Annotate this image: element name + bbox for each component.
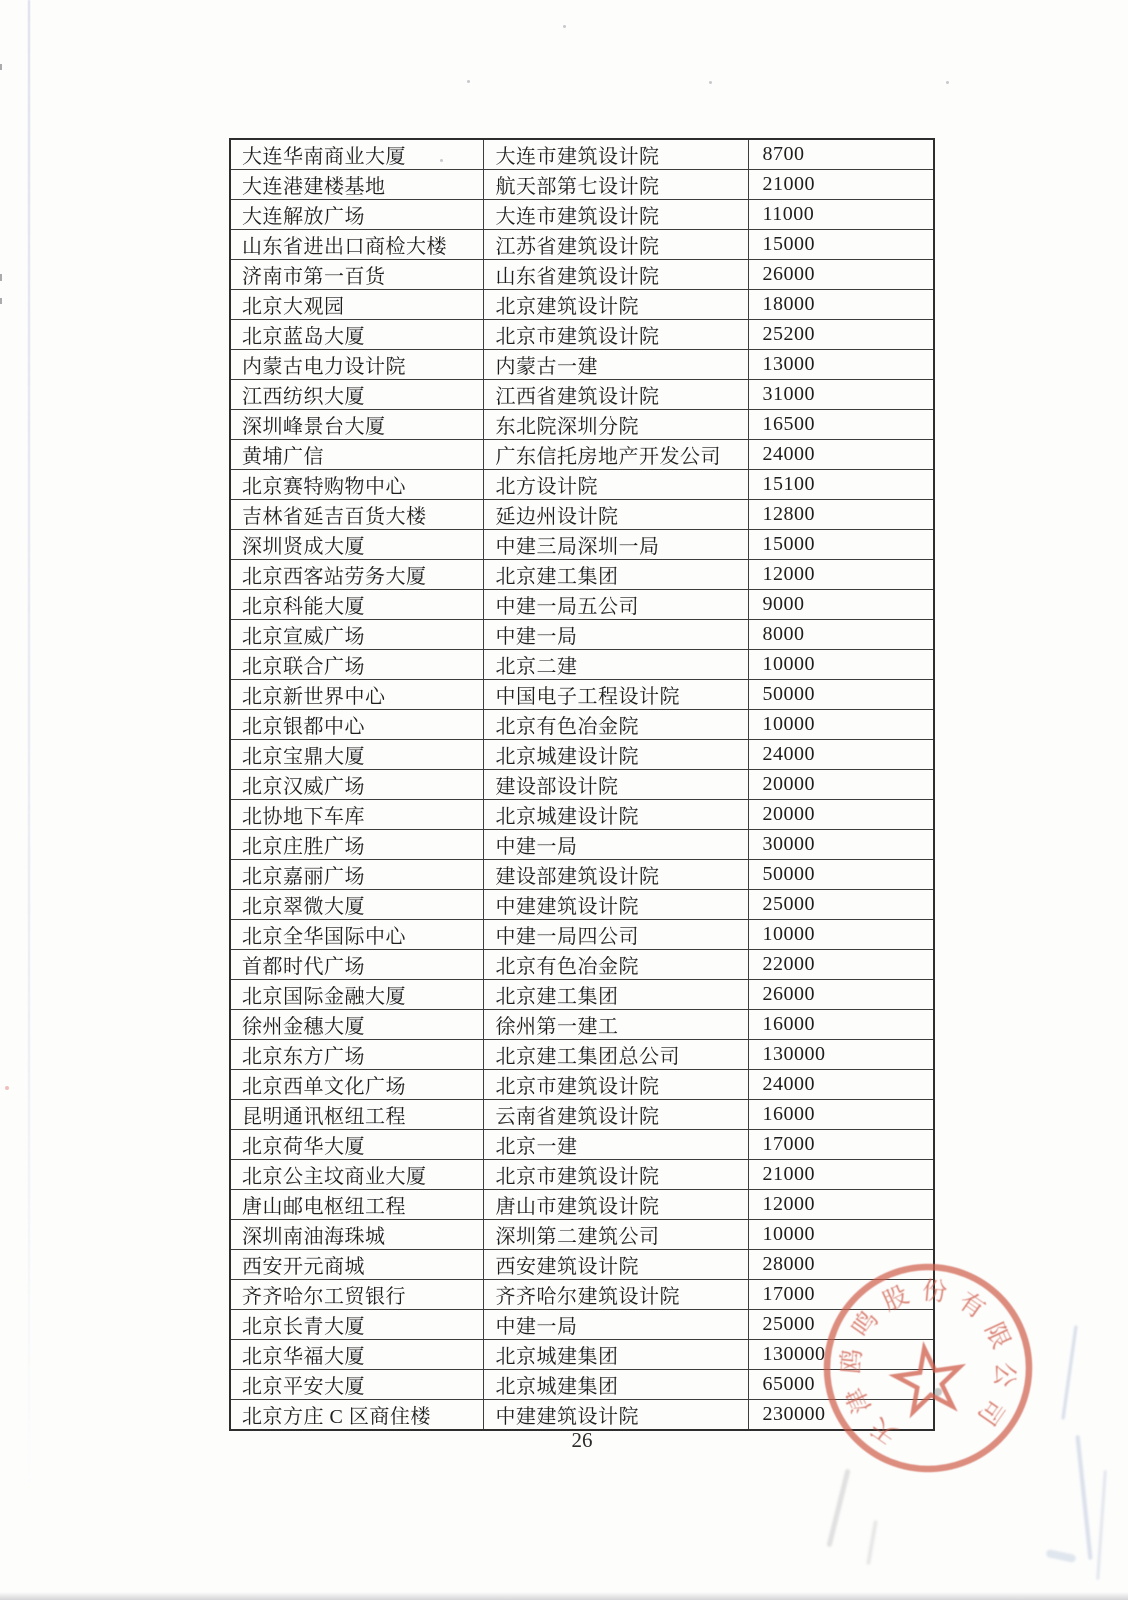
design-institute-cell: 北京市建筑设计院 <box>483 320 748 350</box>
area-cell: 16000 <box>748 1010 934 1040</box>
design-institute-cell: 中国电子工程设计院 <box>483 680 748 710</box>
table-row <box>230 410 934 440</box>
seal-char: 天 <box>866 1412 903 1449</box>
project-name-cell: 唐山邮电枢纽工程 <box>230 1190 483 1220</box>
project-name-cell: 北京西客站劳务大厦 <box>230 560 483 590</box>
project-name-cell: 北京大观园 <box>230 290 483 320</box>
table-row <box>230 740 934 770</box>
area-cell: 15000 <box>748 230 934 260</box>
table-row <box>230 980 934 1010</box>
design-institute-cell: 中建一局 <box>483 620 748 650</box>
pink-speck <box>5 1086 9 1090</box>
area-cell: 10000 <box>748 710 934 740</box>
project-name-cell: 北京宝鼎大厦 <box>230 740 483 770</box>
table-row <box>230 440 934 470</box>
design-institute-cell: 内蒙古一建 <box>483 350 748 380</box>
area-cell: 50000 <box>748 860 934 890</box>
table-row <box>230 860 934 890</box>
design-institute-cell: 云南省建筑设计院 <box>483 1100 748 1130</box>
design-institute-cell: 北京城建集团 <box>483 1370 748 1400</box>
area-cell: 24000 <box>748 1070 934 1100</box>
area-cell: 11000 <box>748 200 934 230</box>
area-cell: 21000 <box>748 170 934 200</box>
table-row <box>230 950 934 980</box>
dust-speck <box>709 81 712 84</box>
area-cell: 30000 <box>748 830 934 860</box>
area-cell: 18000 <box>748 290 934 320</box>
area-cell: 25200 <box>748 320 934 350</box>
design-institute-cell: 北京一建 <box>483 1130 748 1160</box>
table-row <box>230 1130 934 1160</box>
area-cell: 8000 <box>748 620 934 650</box>
pencil-smudge <box>1045 1549 1076 1563</box>
dust-speck <box>946 81 949 84</box>
table-row <box>230 290 934 320</box>
design-institute-cell: 北京建工集团 <box>483 560 748 590</box>
area-cell: 15100 <box>748 470 934 500</box>
project-name-cell: 北协地下车库 <box>230 800 483 830</box>
table-row <box>230 680 934 710</box>
table-row <box>230 590 934 620</box>
table-row <box>230 560 934 590</box>
project-name-cell: 北京新世界中心 <box>230 680 483 710</box>
project-name-cell: 昆明通讯枢纽工程 <box>230 1100 483 1130</box>
design-institute-cell: 北京市建筑设计院 <box>483 1160 748 1190</box>
project-name-cell: 深圳南油海珠城 <box>230 1220 483 1250</box>
design-institute-cell: 中建建筑设计院 <box>483 1400 748 1431</box>
design-institute-cell: 北京建工集团总公司 <box>483 1040 748 1070</box>
design-institute-cell: 北京城建设计院 <box>483 800 748 830</box>
table-row <box>230 650 934 680</box>
table-row <box>230 1100 934 1130</box>
area-cell: 15000 <box>748 530 934 560</box>
project-name-cell: 北京嘉丽广场 <box>230 860 483 890</box>
project-name-cell: 北京荷华大厦 <box>230 1130 483 1160</box>
project-name-cell: 首都时代广场 <box>230 950 483 980</box>
seal-char: 鸣 <box>847 1306 884 1343</box>
area-cell: 65000 <box>748 1370 934 1400</box>
project-name-cell: 吉林省延吉百货大楼 <box>230 500 483 530</box>
project-name-cell: 北京宣威广场 <box>230 620 483 650</box>
project-name-cell: 北京蓝岛大厦 <box>230 320 483 350</box>
project-name-cell: 北京银都中心 <box>230 710 483 740</box>
design-institute-cell: 中建一局五公司 <box>483 590 748 620</box>
table-row <box>230 1070 934 1100</box>
project-name-cell: 江西纺织大厦 <box>230 380 483 410</box>
scan-edge-mark <box>0 64 2 70</box>
project-name-cell: 北京汉威广场 <box>230 770 483 800</box>
table-row <box>230 800 934 830</box>
design-institute-cell: 东北院深圳分院 <box>483 410 748 440</box>
project-name-cell: 黄埔广信 <box>230 440 483 470</box>
project-name-cell: 北京长青大厦 <box>230 1310 483 1340</box>
area-cell: 130000 <box>748 1040 934 1070</box>
scan-edge-mark <box>0 298 2 304</box>
project-name-cell: 北京方庄 C 区商住楼 <box>230 1400 483 1431</box>
project-name-cell: 北京华福大厦 <box>230 1340 483 1370</box>
area-cell: 31000 <box>748 380 934 410</box>
design-institute-cell: 齐齐哈尔建筑设计院 <box>483 1280 748 1310</box>
scan-fold-line-artifact <box>28 0 30 1492</box>
project-name-cell: 深圳峰景台大厦 <box>230 410 483 440</box>
project-name-cell: 北京庄胜广场 <box>230 830 483 860</box>
seal-char: 份 <box>920 1277 949 1307</box>
table-row <box>230 380 934 410</box>
area-cell: 13000 <box>748 350 934 380</box>
design-institute-cell: 航天部第七设计院 <box>483 170 748 200</box>
area-cell: 28000 <box>748 1250 934 1280</box>
design-institute-cell: 北京有色冶金院 <box>483 950 748 980</box>
table-row <box>230 350 934 380</box>
design-institute-cell: 山东省建筑设计院 <box>483 260 748 290</box>
seal-char: 津 <box>841 1383 877 1418</box>
table-row <box>230 890 934 920</box>
design-institute-cell: 北京城建设计院 <box>483 740 748 770</box>
scan-edge-shadow <box>0 1592 1128 1600</box>
dust-speck <box>563 25 566 28</box>
area-cell: 10000 <box>748 650 934 680</box>
project-name-cell: 北京西单文化广场 <box>230 1070 483 1100</box>
table-row <box>230 230 934 260</box>
table-row <box>230 830 934 860</box>
area-cell: 8700 <box>748 139 934 170</box>
area-cell: 26000 <box>748 260 934 290</box>
table-row <box>230 170 934 200</box>
area-cell: 9000 <box>748 590 934 620</box>
pencil-smudge <box>1096 1470 1107 1580</box>
table-row <box>230 1010 934 1040</box>
project-name-cell: 北京全华国际中心 <box>230 920 483 950</box>
table-row <box>230 260 934 290</box>
design-institute-cell: 北京城建集团 <box>483 1340 748 1370</box>
area-cell: 130000 <box>748 1340 934 1370</box>
project-name-cell: 内蒙古电力设计院 <box>230 350 483 380</box>
design-institute-cell: 北方设计院 <box>483 470 748 500</box>
project-name-cell: 北京国际金融大厦 <box>230 980 483 1010</box>
design-institute-cell: 深圳第二建筑公司 <box>483 1220 748 1250</box>
project-name-cell: 深圳贤成大厦 <box>230 530 483 560</box>
area-cell: 12000 <box>748 560 934 590</box>
seal-char: 股 <box>878 1281 913 1317</box>
area-cell: 12800 <box>748 500 934 530</box>
design-institute-cell: 大连市建筑设计院 <box>483 139 748 170</box>
table-row <box>230 139 934 170</box>
table-row <box>230 920 934 950</box>
design-institute-cell: 中建三局深圳一局 <box>483 530 748 560</box>
area-cell: 24000 <box>748 740 934 770</box>
table-row <box>230 1160 934 1190</box>
design-institute-cell: 大连市建筑设计院 <box>483 200 748 230</box>
project-name-cell: 北京赛特购物中心 <box>230 470 483 500</box>
project-name-cell: 北京翠微大厦 <box>230 890 483 920</box>
seal-char: 司 <box>972 1393 1009 1430</box>
area-cell: 17000 <box>748 1280 934 1310</box>
table-row <box>230 1040 934 1070</box>
area-cell: 230000 <box>748 1400 934 1431</box>
design-institute-cell: 中建建筑设计院 <box>483 890 748 920</box>
scan-edge-mark <box>0 274 2 281</box>
area-cell: 25000 <box>748 890 934 920</box>
area-cell: 20000 <box>748 770 934 800</box>
design-institute-cell: 广东信托房地产开发公司 <box>483 440 748 470</box>
table-row <box>230 320 934 350</box>
design-institute-cell: 江西省建筑设计院 <box>483 380 748 410</box>
seal-star-icon <box>892 1344 965 1414</box>
dust-speck <box>934 1388 942 1396</box>
design-institute-cell: 建设部建筑设计院 <box>483 860 748 890</box>
table-row <box>230 710 934 740</box>
area-cell: 50000 <box>748 680 934 710</box>
design-institute-cell: 西安建筑设计院 <box>483 1250 748 1280</box>
design-institute-cell: 中建一局 <box>483 1310 748 1340</box>
area-cell: 17000 <box>748 1130 934 1160</box>
project-name-cell: 济南市第一百货 <box>230 260 483 290</box>
design-institute-cell: 中建一局 <box>483 830 748 860</box>
design-institute-cell: 北京有色冶金院 <box>483 710 748 740</box>
table-row <box>230 770 934 800</box>
project-name-cell: 大连港建楼基地 <box>230 170 483 200</box>
area-cell: 12000 <box>748 1190 934 1220</box>
seal-char: 公 <box>989 1360 1019 1389</box>
project-name-cell: 山东省进出口商检大楼 <box>230 230 483 260</box>
table-row <box>230 500 934 530</box>
project-name-cell: 徐州金穗大厦 <box>230 1010 483 1040</box>
company-seal-stamp <box>788 1228 1068 1508</box>
project-name-cell: 北京东方广场 <box>230 1040 483 1070</box>
project-name-cell: 北京联合广场 <box>230 650 483 680</box>
design-institute-cell: 北京二建 <box>483 650 748 680</box>
pencil-smudge <box>1075 1435 1092 1560</box>
area-cell: 16000 <box>748 1100 934 1130</box>
area-cell: 10000 <box>748 1220 934 1250</box>
project-name-cell: 北京公主坟商业大厦 <box>230 1160 483 1190</box>
area-cell: 22000 <box>748 950 934 980</box>
area-cell: 21000 <box>748 1160 934 1190</box>
project-name-cell: 西安开元商城 <box>230 1250 483 1280</box>
design-institute-cell: 中建一局四公司 <box>483 920 748 950</box>
area-cell: 25000 <box>748 1310 934 1340</box>
table-row <box>230 1190 934 1220</box>
area-cell: 16500 <box>748 410 934 440</box>
table-row <box>230 200 934 230</box>
gray-smudge <box>866 1520 878 1565</box>
table-row <box>230 530 934 560</box>
design-institute-cell: 徐州第一建工 <box>483 1010 748 1040</box>
area-cell: 20000 <box>748 800 934 830</box>
design-institute-cell: 北京建筑设计院 <box>483 290 748 320</box>
design-institute-cell: 北京市建筑设计院 <box>483 1070 748 1100</box>
table-row <box>230 620 934 650</box>
design-institute-cell: 唐山市建筑设计院 <box>483 1190 748 1220</box>
seal-char: 鸥 <box>837 1347 867 1376</box>
area-cell: 24000 <box>748 440 934 470</box>
area-cell: 26000 <box>748 980 934 1010</box>
project-name-cell: 齐齐哈尔工贸银行 <box>230 1280 483 1310</box>
seal-char: 有 <box>953 1287 990 1324</box>
design-institute-cell: 江苏省建筑设计院 <box>483 230 748 260</box>
design-institute-cell: 延边州设计院 <box>483 500 748 530</box>
project-name-cell: 大连华南商业大厦 <box>230 139 483 170</box>
seal-text <box>837 1277 1018 1449</box>
project-name-cell: 北京平安大厦 <box>230 1370 483 1400</box>
table-row <box>230 470 934 500</box>
design-institute-cell: 建设部设计院 <box>483 770 748 800</box>
area-cell: 10000 <box>748 920 934 950</box>
design-institute-cell: 北京建工集团 <box>483 980 748 1010</box>
project-name-cell: 大连解放广场 <box>230 200 483 230</box>
dust-speck <box>467 80 470 83</box>
seal-char: 限 <box>979 1318 1015 1353</box>
project-name-cell: 北京科能大厦 <box>230 590 483 620</box>
page-number: 26 <box>571 1428 593 1452</box>
